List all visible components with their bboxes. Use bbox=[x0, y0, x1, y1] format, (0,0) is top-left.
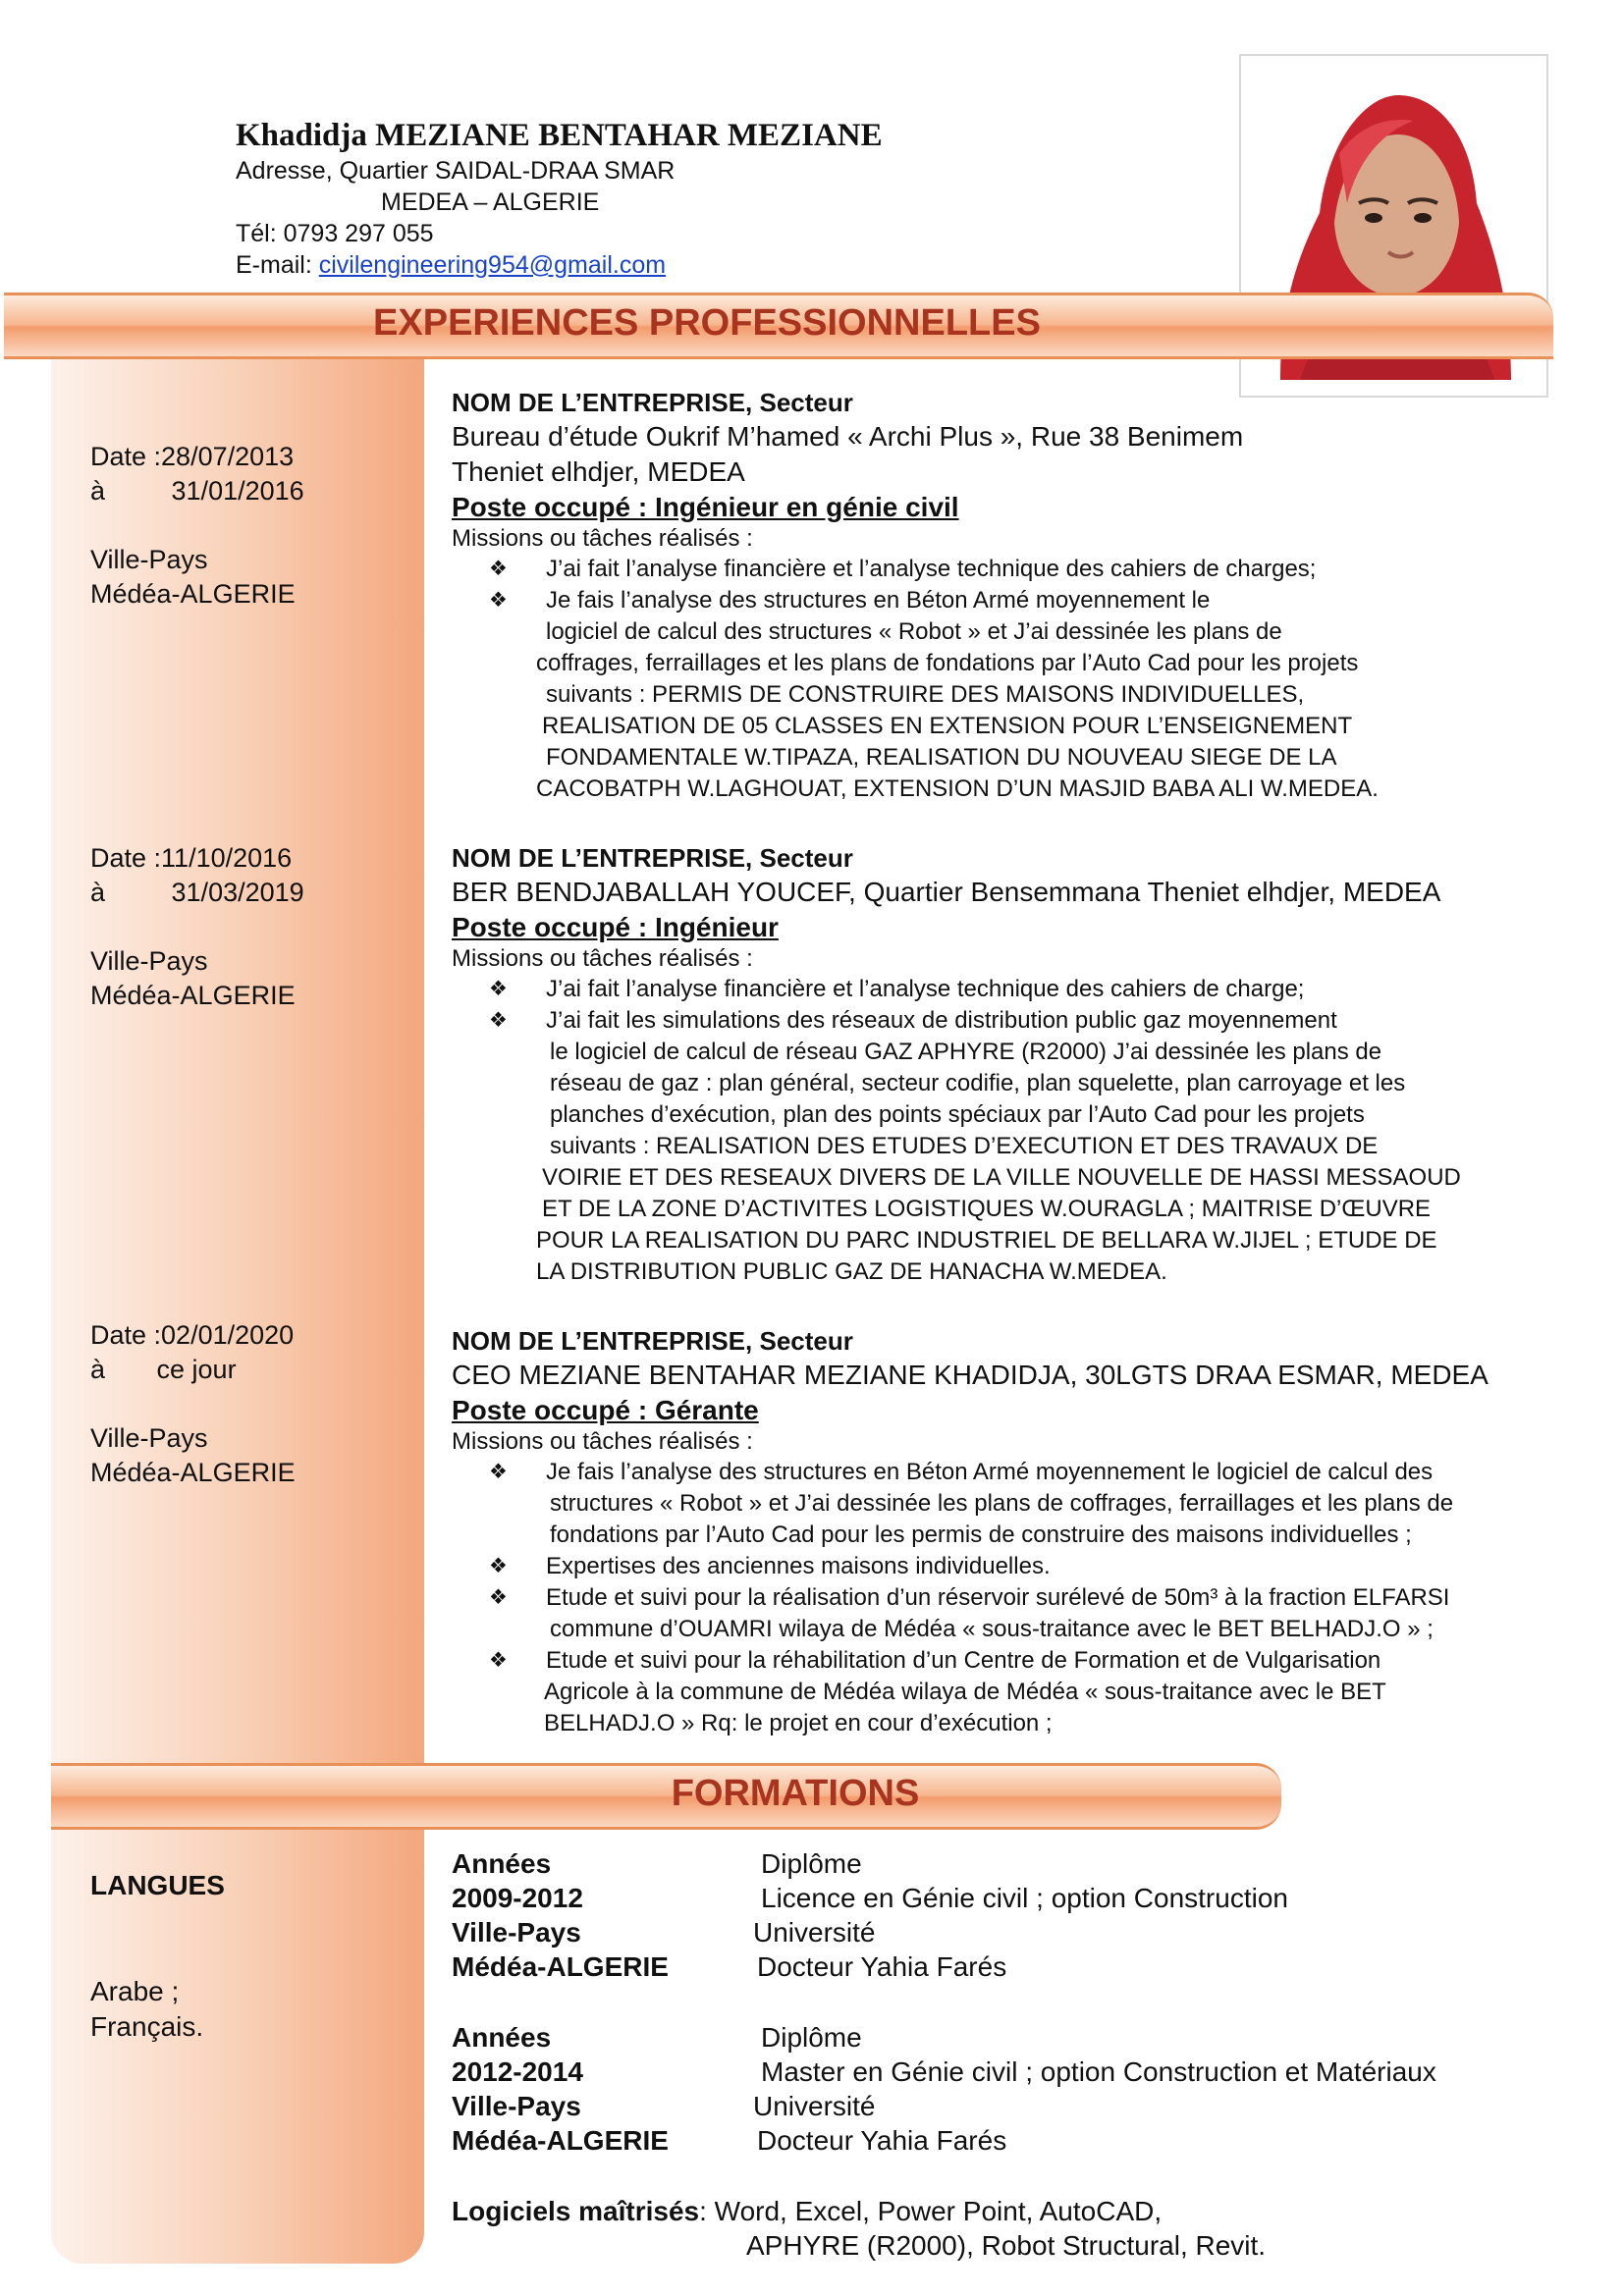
formation-block-2 bbox=[452, 2020, 1581, 2158]
bullet-line: FONDAMENTALE W.TIPAZA, REALISATION DU NOUVEAU SIEGE DE LA bbox=[546, 744, 1337, 771]
phone-line: Tél: 0793 297 055 bbox=[236, 220, 434, 247]
missions-list bbox=[452, 554, 1610, 805]
bullet-line: structures « Robot » et J’ai dessinée les plans de coffrages, ferraillages et les plans de bbox=[550, 1490, 1454, 1517]
address-line-1: Adresse, Quartier SAIDAL-DRAA SMAR bbox=[236, 157, 676, 185]
software-label: Logiciels maîtrisés bbox=[452, 2196, 700, 2226]
formation-key: Années bbox=[452, 1848, 552, 1879]
ville-value: Médéa-ALGERIE bbox=[90, 579, 296, 609]
bullet-line: LA DISTRIBUTION PUBLIC GAZ DE HANACHA W.MEDEA. bbox=[536, 1258, 1167, 1285]
langues-heading: LANGUES bbox=[90, 1870, 225, 1900]
address-line-2: MEDEA – ALGERIE bbox=[381, 188, 600, 216]
date-from: Date :11/10/2016 bbox=[90, 843, 293, 873]
bullet-line: planches d’exécution, plan des points spéciaux par l’Auto Cad pour les projets bbox=[550, 1101, 1365, 1128]
email-line bbox=[236, 249, 1217, 281]
software-list-1: : Word, Excel, Power Point, AutoCAD, bbox=[699, 2196, 1163, 2226]
poste-occupe: Poste occupé : Gérante bbox=[452, 1395, 759, 1425]
formation-row bbox=[452, 2123, 1581, 2158]
formation-value: Master en Génie civil ; option Construction et Matériaux bbox=[761, 2056, 1436, 2087]
bullet-line: Expertises des anciennes maisons individuelles. bbox=[546, 1553, 1051, 1579]
formation-key: 2009-2012 bbox=[452, 1883, 583, 1913]
list-item bbox=[452, 1582, 1610, 1645]
formation-row bbox=[452, 2089, 1581, 2123]
ville-label: Ville-Pays bbox=[90, 1423, 208, 1453]
bullet-line: J’ai fait l’analyse financière et l’analyse technique des cahiers de charge; bbox=[546, 976, 1305, 1002]
missions-list bbox=[452, 1457, 1610, 1739]
diamond-bullet-icon: ❖ bbox=[489, 558, 508, 580]
bullet-line: le logiciel de calcul de réseau GAZ APHYRE (R2000) J’ai dessinée les plans de bbox=[550, 1039, 1382, 1065]
bullet-line: fondations par l’Auto Cad pour les permis de construire des maisons individuelles ; bbox=[550, 1522, 1412, 1548]
person-name: Khadidja MEZIANE BENTAHAR MEZIANE bbox=[236, 118, 883, 153]
ville-label: Ville-Pays bbox=[90, 545, 208, 574]
formation-value: Diplôme bbox=[761, 1848, 862, 1879]
formation-row bbox=[452, 1949, 1581, 1984]
list-item bbox=[452, 1005, 1610, 1288]
formation-block-1 bbox=[452, 1846, 1581, 1984]
bullet-line: Agricole à la commune de Médéa wilaya de Médéa « sous-traitance avec le BET bbox=[544, 1679, 1386, 1705]
experience-section-title: EXPERIENCES PROFESSIONNELLES bbox=[373, 302, 1041, 344]
experience-entry-2 bbox=[452, 841, 1610, 1288]
formation-value: Université bbox=[753, 2091, 876, 2121]
formation-key: 2012-2014 bbox=[452, 2056, 583, 2087]
bullet-line: ET DE LA ZONE D’ACTIVITES LOGISTIQUES W.OURAGLA ; MAITRISE D’ŒUVRE bbox=[542, 1196, 1432, 1222]
formation-row bbox=[452, 1915, 1581, 1949]
date-from: Date :28/07/2013 bbox=[90, 442, 295, 471]
bullet-line: BELHADJ.O » Rq: le projet en cour d’exécution ; bbox=[544, 1710, 1053, 1736]
ville-label: Ville-Pays bbox=[90, 946, 208, 976]
diamond-bullet-icon: ❖ bbox=[489, 1586, 508, 1609]
formation-value: Université bbox=[753, 1917, 876, 1948]
experience-entry-3 bbox=[452, 1324, 1610, 1739]
list-item bbox=[452, 1551, 1610, 1582]
experience-entry-1 bbox=[452, 386, 1610, 805]
date-to: à ce jour bbox=[90, 1355, 237, 1384]
bullet-line: POUR LA REALISATION DU PARC INDUSTRIEL DE BELLARA W.JIJEL ; ETUDE DE bbox=[536, 1227, 1437, 1254]
formation-value: Docteur Yahia Farés bbox=[757, 1951, 1007, 1982]
list-item bbox=[452, 1457, 1610, 1551]
diamond-bullet-icon: ❖ bbox=[489, 1461, 508, 1483]
email-link[interactable]: civilengineering954@gmail.com bbox=[318, 251, 667, 279]
langues-section bbox=[90, 1868, 414, 2045]
bullet-line: coffrages, ferraillages et les plans de fondations par l’Auto Cad pour les projets bbox=[536, 650, 1359, 676]
entreprise-heading: NOM DE L’ENTREPRISE, Secteur bbox=[452, 388, 853, 417]
formation-value: Docteur Yahia Farés bbox=[757, 2125, 1007, 2156]
formation-key: Médéa-ALGERIE bbox=[452, 2125, 669, 2156]
langue-item: Français. bbox=[90, 2011, 204, 2042]
formation-row bbox=[452, 2055, 1581, 2089]
bullet-line: commune d’OUAMRI wilaya de Médéa « sous-traitance avec le BET BELHADJ.O » ; bbox=[550, 1616, 1434, 1642]
missions-label: Missions ou tâches réalisés : bbox=[452, 525, 753, 552]
bullet-line: suivants : REALISATION DES ETUDES D’EXECUTION ET DES TRAVAUX DE bbox=[550, 1133, 1379, 1159]
formation-key: Ville-Pays bbox=[452, 2091, 581, 2121]
email-label: E-mail: bbox=[236, 251, 319, 279]
entreprise-heading: NOM DE L’ENTREPRISE, Secteur bbox=[452, 843, 853, 873]
experience-1-dates bbox=[90, 440, 414, 612]
entreprise-heading: NOM DE L’ENTREPRISE, Secteur bbox=[452, 1326, 853, 1356]
date-from: Date :02/01/2020 bbox=[90, 1320, 295, 1350]
list-item bbox=[452, 1645, 1610, 1739]
software-list-2: APHYRE (R2000), Robot Structural, Revit. bbox=[746, 2230, 1267, 2261]
formation-key: Ville-Pays bbox=[452, 1917, 581, 1948]
formation-key: Médéa-ALGERIE bbox=[452, 1951, 669, 1982]
company-line: Theniet elhdjer, MEDEA bbox=[452, 456, 745, 487]
poste-occupe: Poste occupé : Ingénieur bbox=[452, 912, 779, 942]
contact-header bbox=[236, 116, 1217, 281]
formation-row bbox=[452, 1846, 1581, 1881]
software-skills bbox=[452, 2194, 1581, 2263]
missions-label: Missions ou tâches réalisés : bbox=[452, 945, 753, 972]
company-line: CEO MEZIANE BENTAHAR MEZIANE KHADIDJA, 30LGTS DRAA ESMAR, MEDEA bbox=[452, 1360, 1488, 1390]
date-to: à 31/03/2019 bbox=[90, 878, 304, 907]
formation-value: Licence en Génie civil ; option Construction bbox=[761, 1883, 1288, 1913]
ville-value: Médéa-ALGERIE bbox=[90, 1458, 296, 1487]
bullet-line: J’ai fait les simulations des réseaux de distribution public gaz moyennement bbox=[546, 1007, 1337, 1034]
diamond-bullet-icon: ❖ bbox=[489, 1009, 508, 1032]
bullet-line: VOIRIE ET DES RESEAUX DIVERS DE LA VILLE NOUVELLE DE HASSI MESSAOUD bbox=[542, 1164, 1461, 1191]
company-line: BER BENDJABALLAH YOUCEF, Quartier Bensemmana Theniet elhdjer, MEDEA bbox=[452, 877, 1441, 907]
formation-row bbox=[452, 1881, 1581, 1915]
bullet-line: logiciel de calcul des structures « Robot » et J’ai dessinée les plans de bbox=[546, 618, 1282, 645]
missions-label: Missions ou tâches réalisés : bbox=[452, 1428, 753, 1455]
bullet-line: J’ai fait l’analyse financière et l’analyse technique des cahiers de charges; bbox=[546, 556, 1317, 582]
experience-2-dates bbox=[90, 841, 414, 1013]
bullet-line: Je fais l’analyse des structures en Béton Armé moyennement le logiciel de calcul des bbox=[546, 1459, 1434, 1485]
formations-section-title: FORMATIONS bbox=[671, 1773, 920, 1814]
diamond-bullet-icon: ❖ bbox=[489, 589, 508, 612]
bullet-line: Je fais l’analyse des structures en Béton Armé moyennement le bbox=[546, 587, 1211, 614]
formation-value: Diplôme bbox=[761, 2022, 862, 2053]
list-item bbox=[452, 585, 1610, 805]
langue-item: Arabe ; bbox=[90, 1976, 180, 2006]
bullet-line: réseau de gaz : plan général, secteur codifie, plan squelette, plan carroyage et les bbox=[550, 1070, 1406, 1096]
ville-value: Médéa-ALGERIE bbox=[90, 981, 296, 1010]
company-line: Bureau d’étude Oukrif M’hamed « Archi Plus », Rue 38 Benimem bbox=[452, 421, 1244, 452]
experience-3-dates bbox=[90, 1318, 414, 1490]
bullet-line: REALISATION DE 05 CLASSES EN EXTENSION POUR L’ENSEIGNEMENT bbox=[542, 713, 1353, 739]
diamond-bullet-icon: ❖ bbox=[489, 1555, 508, 1577]
missions-list bbox=[452, 974, 1610, 1288]
poste-occupe: Poste occupé : Ingénieur en génie civil bbox=[452, 492, 959, 522]
software-line-1 bbox=[452, 2194, 1581, 2228]
bullet-line: suivants : PERMIS DE CONSTRUIRE DES MAISONS INDIVIDUELLES, bbox=[546, 681, 1305, 708]
formation-key: Années bbox=[452, 2022, 552, 2053]
bullet-line: Etude et suivi pour la réhabilitation d’un Centre de Formation et de Vulgarisation bbox=[546, 1647, 1381, 1674]
date-to: à 31/01/2016 bbox=[90, 476, 304, 506]
bullet-line: Etude et suivi pour la réalisation d’un réservoir surélevé de 50m³ à la fraction ELFARSI bbox=[546, 1584, 1450, 1611]
bullet-line: CACOBATPH W.LAGHOUAT, EXTENSION D’UN MASJID BABA ALI W.MEDEA. bbox=[536, 775, 1379, 802]
formation-row bbox=[452, 2020, 1581, 2055]
diamond-bullet-icon: ❖ bbox=[489, 1649, 508, 1672]
list-item bbox=[452, 554, 1610, 585]
diamond-bullet-icon: ❖ bbox=[489, 978, 508, 1000]
list-item bbox=[452, 974, 1610, 1005]
